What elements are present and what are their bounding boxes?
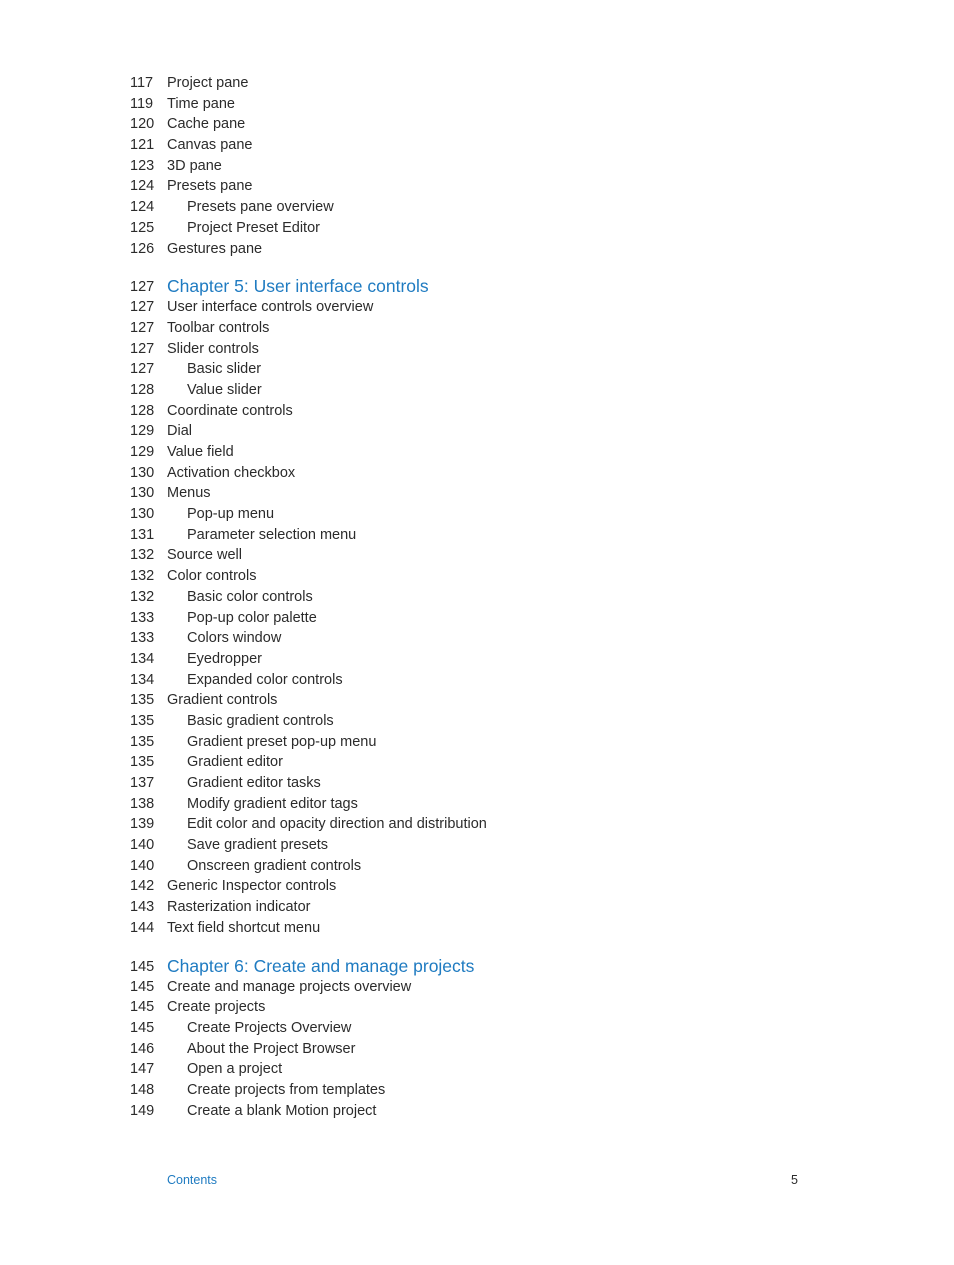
toc-subentry[interactable] — [0, 670, 954, 691]
toc-subentry[interactable] — [0, 1018, 954, 1039]
toc-entry[interactable] — [0, 421, 954, 442]
toc-page-number: 119 — [130, 95, 154, 112]
toc-entry-title[interactable]: Edit color and opacity direction and distribution — [187, 816, 487, 833]
toc-page-number: 129 — [130, 423, 155, 440]
toc-page-number: 132 — [130, 568, 155, 585]
toc-subentry[interactable] — [0, 218, 954, 239]
toc-page-number: 125 — [130, 219, 155, 236]
toc-entry-title[interactable]: Text field shortcut menu — [167, 919, 321, 936]
toc-subentry[interactable] — [0, 835, 954, 856]
toc-entry-title[interactable]: Generic Inspector controls — [167, 878, 337, 895]
toc-entry[interactable] — [0, 977, 954, 998]
toc-page-number: 135 — [130, 712, 155, 729]
toc-entry-title[interactable]: Time pane — [167, 95, 235, 112]
toc-page-number: 117 — [130, 75, 154, 91]
chapter-title[interactable]: Chapter 6: Create and manage projects — [167, 955, 475, 976]
toc-subentry[interactable] — [0, 359, 954, 380]
toc-entry-title[interactable]: Open a project — [187, 1061, 283, 1078]
toc-page-number: 127 — [130, 361, 155, 378]
toc-entry-title[interactable]: Create projects — [167, 999, 266, 1016]
toc-subentry[interactable] — [0, 752, 954, 773]
toc-entry-title[interactable]: Pop-up color palette — [187, 609, 317, 626]
toc-entry-title[interactable]: Slider controls — [167, 340, 259, 357]
toc-entry[interactable] — [0, 545, 954, 566]
toc-page-number: 132 — [130, 588, 155, 605]
toc-entry[interactable] — [0, 483, 954, 504]
toc-subentry[interactable] — [0, 1059, 954, 1080]
toc-page-number: 138 — [130, 795, 155, 812]
page-number: 5 — [791, 1173, 798, 1187]
toc-page-number: 120 — [130, 116, 155, 133]
toc-entry-title[interactable]: Canvas pane — [167, 137, 253, 154]
toc-entry-title[interactable]: Color controls — [167, 568, 257, 585]
toc-page-number: 130 — [130, 506, 155, 523]
toc-entry-title[interactable]: Basic color controls — [187, 588, 313, 605]
toc-entry-title[interactable]: Source well — [167, 547, 242, 564]
toc-entry[interactable] — [0, 318, 954, 339]
toc-page-number: 142 — [130, 878, 155, 895]
toc-entry-title[interactable]: Gradient preset pop-up menu — [187, 733, 377, 750]
toc-page-number: 124 — [130, 178, 155, 195]
toc-entry[interactable] — [0, 114, 954, 135]
toc-entry-title[interactable]: About the Project Browser — [187, 1040, 356, 1057]
toc-subentry[interactable] — [0, 649, 954, 670]
toc-entry[interactable] — [0, 997, 954, 1018]
toc-entry-title[interactable]: Colors window — [187, 630, 282, 647]
toc-entry-title[interactable]: Presets pane — [167, 178, 253, 195]
toc-entry-title[interactable]: Project pane — [167, 75, 249, 91]
toc-subentry[interactable] — [0, 773, 954, 794]
toc-page-number: 126 — [130, 240, 155, 257]
toc-entry-title[interactable]: 3D pane — [167, 157, 222, 174]
toc-entry[interactable] — [0, 94, 954, 115]
chapter-title[interactable]: Chapter 5: User interface controls — [167, 276, 429, 297]
toc-subentry[interactable] — [0, 711, 954, 732]
toc-page-number: 146 — [130, 1040, 155, 1057]
toc-entry-title[interactable]: Menus — [167, 485, 211, 502]
toc-entry-title[interactable]: Activation checkbox — [167, 464, 296, 481]
toc-page-number: 140 — [130, 857, 155, 874]
toc-page-number: 145 — [130, 978, 155, 995]
toc-entry-title[interactable]: Parameter selection menu — [187, 526, 357, 543]
toc-entry[interactable] — [0, 690, 954, 711]
toc-page-number: 147 — [130, 1061, 155, 1078]
toc-subentry[interactable] — [0, 525, 954, 546]
toc-page-number: 137 — [130, 775, 155, 791]
table-of-contents — [0, 73, 954, 1121]
toc-page-number: 145 — [130, 958, 155, 975]
toc-entry-title[interactable]: Pop-up menu — [187, 506, 275, 523]
toc-subentry[interactable] — [0, 504, 954, 525]
toc-page-number: 149 — [130, 1102, 155, 1119]
toc-entry[interactable] — [0, 135, 954, 156]
toc-page-number: 127 — [130, 319, 155, 336]
toc-page-number: 121 — [130, 137, 155, 154]
toc-subentry[interactable] — [0, 1080, 954, 1101]
toc-entry[interactable] — [0, 401, 954, 422]
toc-entry-title[interactable]: Gradient controls — [167, 692, 278, 709]
toc-entry-title[interactable]: Value slider — [187, 381, 262, 398]
toc-page-number: 135 — [130, 692, 155, 709]
toc-entry[interactable] — [0, 156, 954, 177]
toc-page-number: 127 — [130, 299, 155, 316]
toc-page-number: 143 — [130, 899, 155, 916]
toc-subentry[interactable] — [0, 856, 954, 877]
toc-subentry[interactable] — [0, 628, 954, 649]
toc-page-number: 133 — [130, 630, 155, 647]
toc-subentry[interactable] — [0, 1101, 954, 1122]
toc-entry-title[interactable]: Onscreen gradient controls — [187, 857, 362, 874]
toc-entry[interactable] — [0, 876, 954, 897]
toc-subentry[interactable] — [0, 732, 954, 753]
toc-page-number: 139 — [130, 816, 155, 833]
toc-entry-title[interactable]: Gradient editor tasks — [187, 775, 321, 791]
toc-chapter-heading[interactable] — [0, 275, 954, 297]
toc-page-number: 124 — [130, 199, 155, 216]
toc-entry[interactable] — [0, 239, 954, 260]
toc-entry-title[interactable]: Gestures pane — [167, 240, 263, 257]
toc-page-number: 132 — [130, 547, 155, 564]
toc-subentry[interactable] — [0, 587, 954, 608]
footer-contents-link[interactable]: Contents — [167, 1173, 218, 1187]
toc-entry[interactable] — [0, 897, 954, 918]
toc-page-number: 135 — [130, 754, 155, 771]
toc-entry-title[interactable]: User interface controls overview — [167, 299, 374, 316]
toc-subentry[interactable] — [0, 814, 954, 835]
toc-entry-title[interactable]: Coordinate controls — [167, 402, 293, 419]
toc-entry-title[interactable]: Project Preset Editor — [187, 219, 320, 236]
toc-entry[interactable] — [0, 297, 954, 318]
toc-entry[interactable] — [0, 176, 954, 197]
toc-page-number: 135 — [130, 733, 155, 750]
toc-subentry[interactable] — [0, 794, 954, 815]
toc-page-number: 148 — [130, 1081, 155, 1098]
toc-page-number: 133 — [130, 609, 155, 626]
toc-entry-title[interactable]: Save gradient presets — [187, 837, 329, 854]
toc-entry-title[interactable]: Basic gradient controls — [187, 712, 334, 729]
toc-entry[interactable] — [0, 566, 954, 587]
toc-entry-title[interactable]: Create a blank Motion project — [187, 1102, 377, 1119]
toc-page-number: 128 — [130, 381, 155, 398]
toc-entry-title[interactable]: Basic slider — [187, 361, 262, 378]
toc-entry-title[interactable]: Gradient editor — [187, 754, 283, 771]
toc-subentry[interactable] — [0, 1039, 954, 1060]
toc-subentry[interactable] — [0, 380, 954, 401]
toc-subentry[interactable] — [0, 197, 954, 218]
toc-entry[interactable] — [0, 339, 954, 360]
toc-entry-title[interactable]: Value field — [167, 444, 234, 460]
toc-page-number: 134 — [130, 671, 155, 688]
toc-entry-title[interactable]: Presets pane overview — [187, 199, 334, 216]
toc-page-number: 128 — [130, 402, 155, 419]
toc-page-number: 123 — [130, 157, 155, 174]
toc-entry-title[interactable]: Modify gradient editor tags — [187, 795, 358, 812]
toc-page-number: 129 — [130, 444, 155, 460]
toc-entry-title[interactable]: Cache pane — [167, 116, 246, 133]
toc-entry-title[interactable]: Create projects from templates — [187, 1081, 386, 1098]
toc-page-number: 127 — [130, 340, 155, 357]
toc-subentry[interactable] — [0, 608, 954, 629]
toc-entry-title[interactable]: Eyedropper — [187, 650, 262, 667]
toc-entry[interactable] — [0, 463, 954, 484]
toc-entry-title[interactable]: Rasterization indicator — [167, 899, 311, 916]
toc-entry-title[interactable]: Dial — [167, 423, 192, 440]
toc-page-number: 130 — [130, 485, 155, 502]
toc-page-number: 145 — [130, 999, 155, 1016]
toc-entry[interactable] — [0, 442, 954, 463]
toc-entry[interactable] — [0, 73, 954, 94]
toc-page-number: 140 — [130, 837, 155, 854]
toc-page-number: 131 — [130, 526, 155, 543]
toc-page-number: 130 — [130, 464, 155, 481]
toc-chapter-heading[interactable] — [0, 955, 954, 977]
toc-entry-title[interactable]: Toolbar controls — [167, 319, 270, 336]
toc-page-number: 144 — [130, 919, 155, 936]
toc-page-number: 127 — [130, 279, 155, 296]
toc-entry[interactable] — [0, 918, 954, 939]
toc-entry-title[interactable]: Create and manage projects overview — [167, 978, 412, 995]
toc-entry-title[interactable]: Create Projects Overview — [187, 1019, 352, 1036]
toc-entry-title[interactable]: Expanded color controls — [187, 671, 343, 688]
toc-page-number: 134 — [130, 650, 155, 667]
toc-page-number: 145 — [130, 1019, 155, 1036]
